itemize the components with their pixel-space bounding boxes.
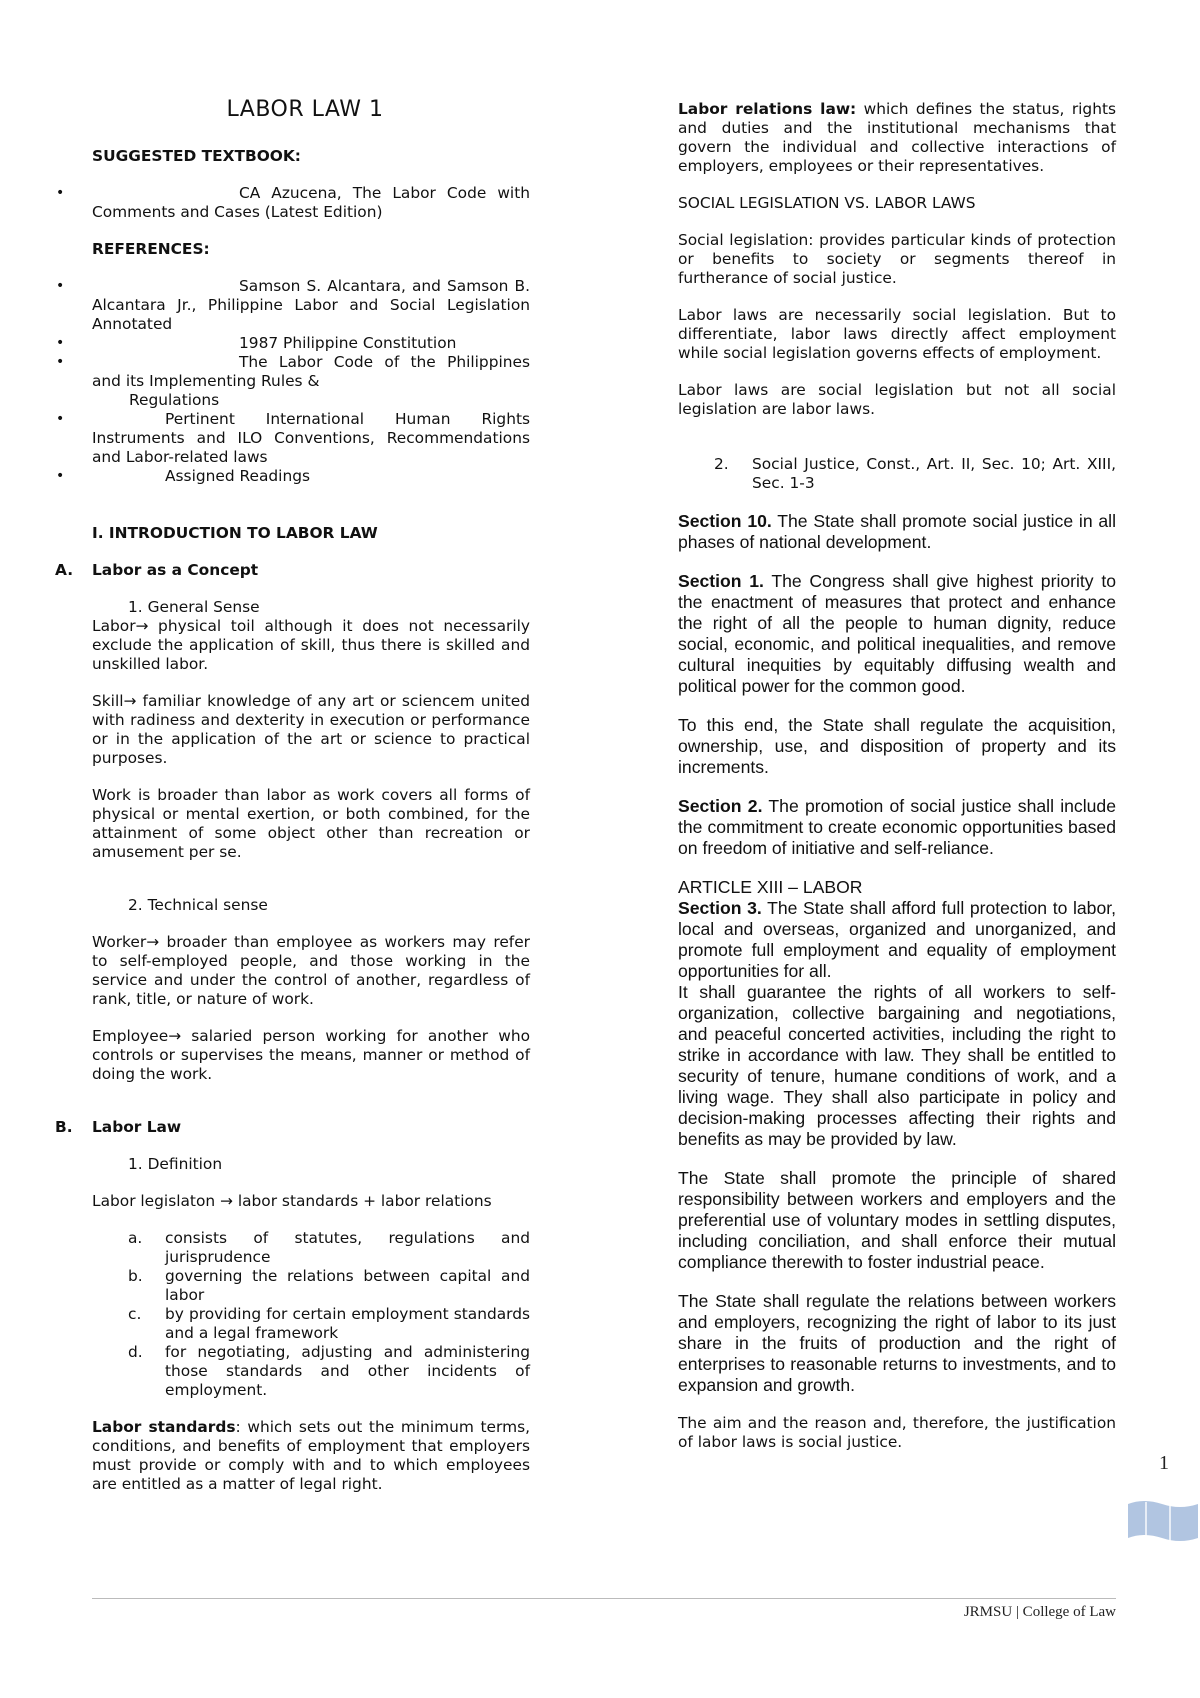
paragraph: Skill→ familiar knowledge of any art or sciencem united with radiness and dexterity in execution or performance or in the application of the art or science to practical purposes. <box>92 692 530 767</box>
page-corner-decoration <box>1126 1498 1200 1544</box>
paragraph: Employee→ salaried person working for another who controls or supervises the means, manner or method of doing the work. <box>92 1027 530 1083</box>
list-item: • Assigned Readings <box>56 467 530 486</box>
paragraph: Section 3. The State shall afford full protection to labor, local and overseas, organized and unorganized, and promote full employment and equality of employment opportunities for all. <box>678 898 1117 981</box>
page-title: LABOR LAW 1 <box>226 97 384 122</box>
list-item: • 1987 Philippine Constitution <box>56 334 530 353</box>
list-item: • CA Azucena, The Labor Code with Comments and Cases (Latest Edition) <box>56 184 530 222</box>
paragraph: Labor laws are social legislation but not all social legislation are labor laws. <box>678 381 1116 418</box>
references-list <box>56 277 530 486</box>
textbook-heading: SUGGESTED TEXTBOOK: <box>92 147 301 165</box>
definition-list <box>128 1229 530 1400</box>
references-heading: REFERENCES: <box>92 240 210 258</box>
list-item: • The Labor Code of the Philippines and its Implementing Rules & Regulations <box>56 353 530 410</box>
subsection-heading: A. Labor as a Concept <box>55 561 259 579</box>
paragraph: Labor relations law: which defines the status, rights and duties and the institutional mechanisms that govern the individual and collective interactions of employers, employees or their representatives. <box>678 100 1117 175</box>
paragraph: The aim and the reason and, therefore, the justification of labor laws is social justice. <box>678 1414 1116 1451</box>
paragraph: Section 10. The State shall promote social justice in all phases of national development. <box>678 511 1116 552</box>
footer-text: JRMSU | College of Law <box>963 1604 1116 1620</box>
right-column <box>678 100 1116 1452</box>
list-item: b. governing the relations between capital and labor <box>128 1267 530 1304</box>
list-item: d. for negotiating, adjusting and administering those standards and other incidents of employment. <box>128 1343 530 1399</box>
textbook-list <box>56 184 530 222</box>
section-heading: I. INTRODUCTION TO LABOR LAW <box>92 524 378 542</box>
footer-rule <box>92 1598 1116 1599</box>
list-item: a. consists of statutes, regulations and jurisprudence <box>128 1229 530 1266</box>
paragraph: Worker→ broader than employee as workers may refer to self-employed people, and those working in the service and under the control of another, regardless of rank, title, or nature of work. <box>92 933 530 1008</box>
paragraph: Social legislation: provides particular kinds of protection or benefits to society or segments thereof in furtherance of social justice. <box>678 231 1116 287</box>
paragraph: The State shall promote the principle of shared responsibility between workers and employers and the preferential use of voluntary modes in settling disputes, including conciliation, and shall enforce their mutual compliance therewith to foster industrial peace. <box>678 1168 1116 1272</box>
paragraph: Section 2. The promotion of social justice shall include the commitment to create economic opportunities based on freedom of initiative and self-reliance. <box>678 796 1116 858</box>
paragraph: It shall guarantee the rights of all workers to self-organization, collective bargaining and negotiations, and peaceful concerted activities, including the right to strike in accordance with law. They shall be entitled to security of tenure, humane conditions of work, and a living wage. They shall also participate in policy and decision-making processes affecting their rights and benefits as may be provided by law. <box>678 982 1116 1149</box>
paragraph: Labor legislaton → labor standards + labor relations <box>92 1192 492 1210</box>
list-item: • Samson S. Alcantara, and Samson B. Alcantara Jr., Philippine Labor and Social Legislation Annotated <box>56 277 530 334</box>
subsection-heading: B. Labor Law <box>55 1118 182 1136</box>
paragraph: Section 1. The Congress shall give highest priority to the enactment of measures that protect and enhance the right of all the people to human dignity, reduce social, economic, and political inequalities, and remove cultural inequities by equitably diffusing wealth and political power for the common good. <box>678 571 1116 696</box>
numbered-heading: 2. Technical sense <box>128 896 268 914</box>
numbered-heading: 1. General Sense <box>128 598 260 616</box>
list-item: • Pertinent International Human Rights Instruments and ILO Conventions, Recommendations and Labor-related laws <box>56 410 530 467</box>
paragraph: Labor standards: which sets out the minimum terms, conditions, and benefits of employment that employers must provide or comply with and to which employees are entitled as a matter of legal right. <box>92 1418 530 1493</box>
section-heading: SOCIAL LEGISLATION VS. LABOR LAWS <box>678 194 976 212</box>
numbered-heading: 1. Definition <box>128 1155 223 1173</box>
article-heading: ARTICLE XIII – LABOR <box>678 877 863 897</box>
paragraph: Labor laws are necessarily social legislation. But to differentiate, labor laws directly affect employment while social legislation governs effects of employment. <box>678 306 1116 362</box>
left-column <box>55 97 530 1494</box>
paragraph: Labor→ physical toil although it does not necessarily exclude the application of skill, thus there is skilled and unskilled labor. <box>92 617 530 673</box>
page-number: 1 <box>1159 1452 1169 1474</box>
paragraph: Work is broader than labor as work covers all forms of physical or mental exertion, or both combined, for the attainment of some object other than recreation or amusement per se. <box>92 786 530 861</box>
list-item: c. by providing for certain employment standards and a legal framework <box>128 1305 530 1342</box>
paragraph: The State shall regulate the relations between workers and employers, recognizing the right of labor to its just share in the fruits of production and the right of enterprises to reasonable returns to investments, and to expansion and growth. <box>678 1291 1116 1395</box>
numbered-heading: 2. Social Justice, Const., Art. II, Sec. 10; Art. XIII, Sec. 1-3 <box>714 455 1116 492</box>
paragraph: To this end, the State shall regulate the acquisition, ownership, use, and disposition of property and its increments. <box>678 715 1116 777</box>
